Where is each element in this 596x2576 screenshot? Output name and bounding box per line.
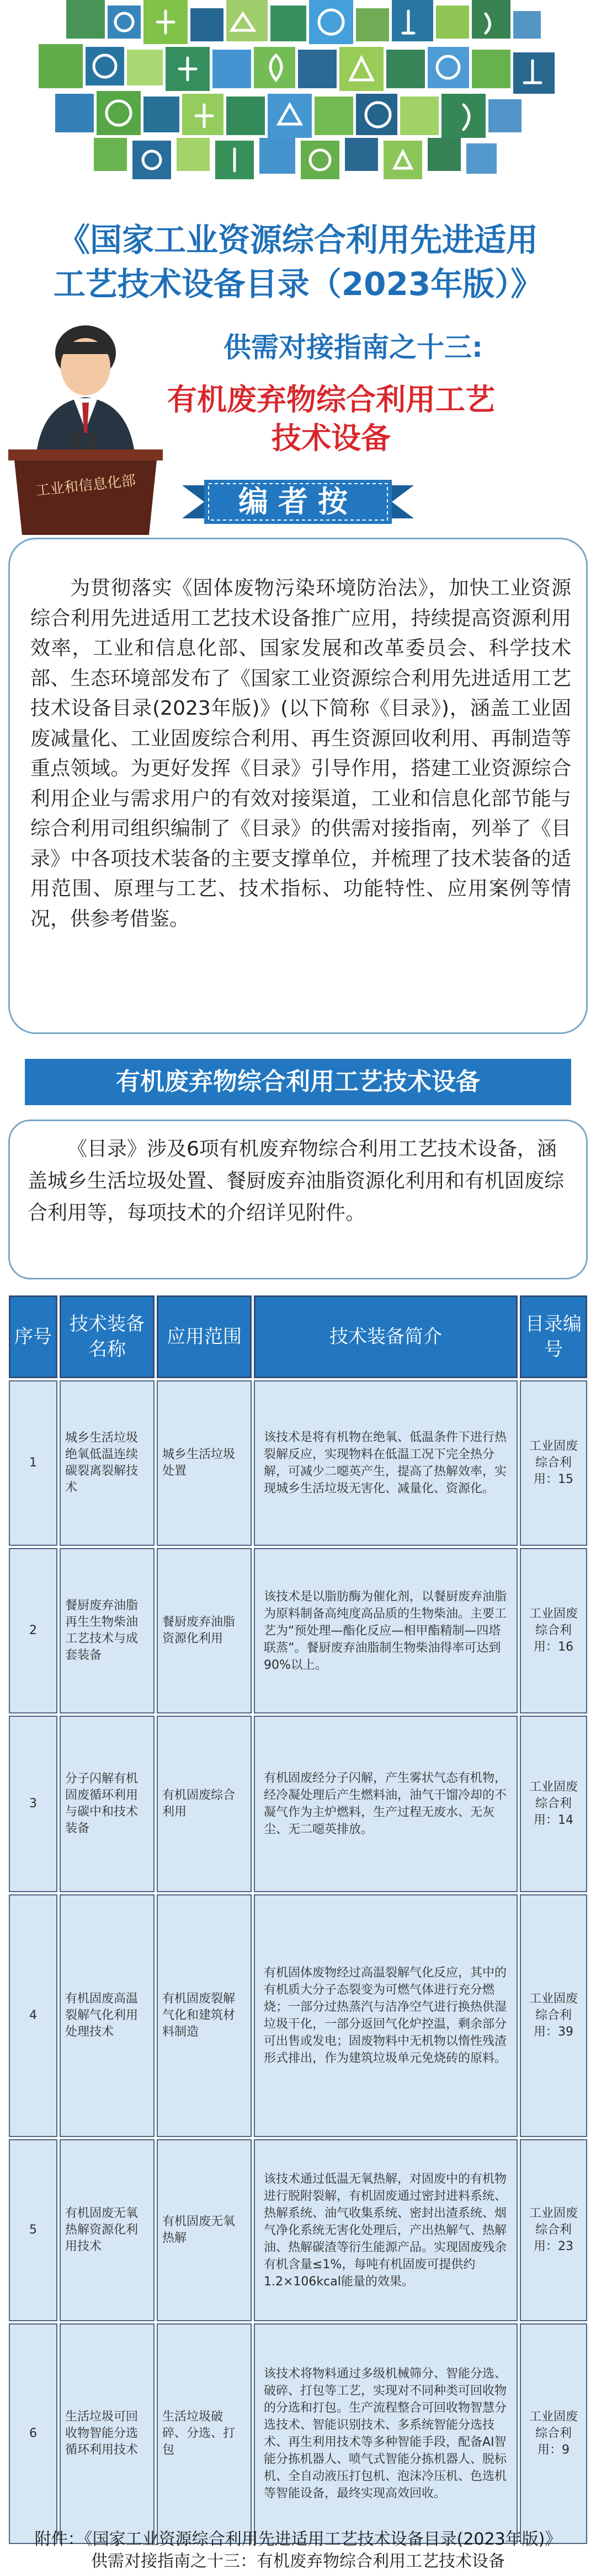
table-row: [9, 1716, 587, 1892]
page-title-line1: 《国家工业资源综合利用先进适用: [57, 221, 538, 259]
row-name: 有机固废无氧热解资源化利用技术: [60, 2139, 155, 2321]
row-scope: 有机固废无氧热解: [157, 2139, 252, 2321]
table-header-row: [9, 1295, 587, 1378]
table-row: [9, 1894, 587, 2137]
page-title-line2: 工艺技术设备目录（2023年版）》: [53, 265, 543, 303]
row-number: 6: [9, 2323, 57, 2544]
row-intro: 该技术将物料通过多级机械筛分、智能分选、破碎、打包等工艺，实现对不同种类可回收物的分选和打包。生产流程整合可回收物智慧分选技术、智能识别技术、多系统智能分选技术、再生利用技术等多种智能手段，配备AI智能分拣机器人、喷气式智能分拣机器人、脱标机、全自动液压打包机、泡沫冷压机、色选机等智能设备，最终实现高效回收。: [254, 2323, 518, 2544]
row-scope: 城乡生活垃圾处置: [157, 1380, 252, 1546]
podium-label: 工业和信息化部: [35, 472, 137, 500]
column-header-name: 技术装备名称: [60, 1295, 155, 1378]
column-header-intro: 技术装备简介: [254, 1295, 518, 1378]
editor-note-tag: [182, 477, 414, 527]
row-number: 3: [9, 1716, 57, 1892]
row-name: 有机固废高温裂解气化利用处理技术: [60, 1894, 155, 2137]
intro-text: 为贯彻落实《固体废物污染环境防治法》，加快工业资源综合利用先进适用工艺技术设备推广应用，持续提高资源利用效率，工业和信息化部、国家发展和改革委员会、科学技术部、生态环境部发布了《国家工业资源综合利用先进适用工艺技术设备目录(2023年版)》(以下简称《目录》)，涵盖工业固废减量化、工业固废综合利用、再生资源回收利用、再制造等重点领域。为更好发挥《目录》引导作用，搭建工业资源综合利用企业与需求用户的有效对接渠道，工业和信息化部节能与综合利用司组织编制了《目录》的供需对接指南，列举了《目录》中各项技术装备的主要支撑单位，并梳理了技术装备的适用范围、原理与工艺、技术指标、功能特性、应用案例等情况，供参考借鉴。: [30, 577, 571, 930]
section-heading: 有机废弃物综合利用工艺技术设备: [25, 1059, 571, 1105]
row-intro: 该技术通过低温无氧热解，对固废中的有机物进行脱附裂解，有机固废通过密封进料系统、热解系统、油气收集系统、密封出渣系统、烟气净化系统无害化处理后，产出热解气、热解油、热解碳渣等衍生能源产品。实现固废残余有机含量≤1%，每吨有机固废可提供约1.2×106kcal能量的效果。: [254, 2139, 518, 2321]
row-intro: 该技术是以脂肪酶为催化剂，以餐厨废弃油脂为原料制备高纯度高品质的生物柴油。主要工艺为“预处理—酯化反应—相甲酯精制—四塔联蒸”。餐厨废弃油脂制生物柴油得率可达到90%以上。: [254, 1548, 518, 1713]
row-code: 工业固废综合利用：9: [520, 2323, 587, 2544]
row-name: 城乡生活垃圾绝氧低温连续碳裂离裂解技术: [60, 1380, 155, 1546]
row-name: 生活垃圾可回收物智能分选循环利用技术: [60, 2323, 155, 2544]
subtitle-topic-line1: 有机废弃物综合利用工艺: [167, 382, 495, 417]
table-row: [9, 2139, 587, 2321]
table-row: [9, 1548, 587, 1713]
attachment-note: [6, 2529, 590, 2573]
attachment-line2: 供需对接指南之十三：有机废弃物综合利用工艺技术设备: [91, 2552, 505, 2571]
eco-banner-graphic: [0, 0, 596, 182]
row-intro: 有机固体废物经过高温裂解气化反应，其中的有机质大分子态裂变为可燃气体进行充分燃烧；一部分过热蒸汽与洁净空气进行换热供湿垃圾干化，一部分返回气化炉控温，剩余部分可出售或发电；固废物料中无机物以惰性残渣形式排出，作为建筑垃圾单元免烧砖的原料。: [254, 1894, 518, 2137]
row-intro: 该技术是将有机物在绝氧、低温条件下进行热裂解反应，实现物料在低温工况下完全热分解，可减少二噁英产生，提高了热解效率，实现城乡生活垃圾无害化、减量化、资源化。: [254, 1380, 518, 1546]
attachment-line1: 附件：《国家工业资源综合利用先进适用工艺技术设备目录(2023年版)》: [34, 2530, 562, 2549]
row-number: 1: [9, 1380, 57, 1546]
row-name: 分子闪解有机固废循环利用与碳中和技术装备: [60, 1716, 155, 1892]
row-scope: 生活垃圾破碎、分选、打包: [157, 2323, 252, 2544]
row-code: 工业固废综合利用：15: [520, 1380, 587, 1546]
summary-text: 《目录》涉及6项有机废弃物综合利用工艺技术设备，涵盖城乡生活垃圾处置、餐厨废弃油脂资源化利用和有机固废综合利用等，每项技术的介绍详见附件。: [28, 1138, 565, 1224]
row-intro: 有机固废经分子闪解，产生雾状气态有机物，经冷凝处理后产生燃料油，油气干馏冷却的不凝气作为主炉燃料，生产过程无废水、无灰尘、无二噁英排放。: [254, 1716, 518, 1892]
subtitle-topic-line2: 技术设备: [272, 421, 391, 456]
table-row: [9, 1380, 587, 1546]
subtitle-guide: 供需对接指南之十三:: [223, 331, 483, 363]
editor-note-label: 编者按: [238, 484, 358, 519]
row-name: 餐厨废弃油脂再生生物柴油工艺技术与成套装备: [60, 1548, 155, 1713]
row-number: 2: [9, 1548, 57, 1713]
column-header-scope: 应用范围: [157, 1295, 252, 1378]
row-scope: 有机固废裂解气化和建筑材料制造: [157, 1894, 252, 2137]
row-code: 工业固废综合利用：14: [520, 1716, 587, 1892]
row-number: 5: [9, 2139, 57, 2321]
row-code: 工业固废综合利用：23: [520, 2139, 587, 2321]
row-code: 工业固废综合利用：39: [520, 1894, 587, 2137]
eco-banner: [0, 0, 596, 182]
row-scope: 有机固废综合利用: [157, 1716, 252, 1892]
row-number: 4: [9, 1894, 57, 2137]
subtitle-topic: [110, 381, 552, 458]
table-row: [9, 2323, 587, 2544]
column-header-code: 目录编号: [520, 1295, 587, 1378]
row-code: 工业固废综合利用：16: [520, 1548, 587, 1713]
page-title: [39, 218, 557, 306]
row-scope: 餐厨废弃油脂资源化利用: [157, 1548, 252, 1713]
technology-table: [7, 1293, 589, 2546]
column-header-num: 序号: [9, 1295, 57, 1378]
